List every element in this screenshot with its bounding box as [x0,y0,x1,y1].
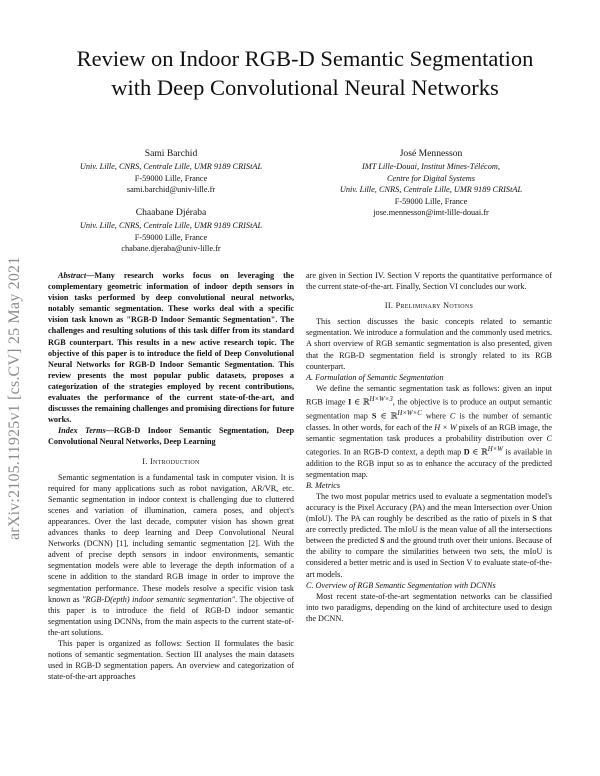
author-email: chabane.djeraba@univ-lille.fr [121,244,221,254]
symbol: C [546,433,552,443]
title-line-1: Review on Indoor RGB-D Semantic Segmentation [76,46,534,71]
section-number: I. [142,456,148,466]
text: where [421,411,450,421]
subsection-heading-a: A. Formulation of Semantic Segmentation [306,372,444,382]
superscript: H×W×C [397,409,422,417]
author-block-3 [66,207,276,255]
abstract [48,270,294,425]
author-affiliation: Centre for Digital Systems [387,173,475,183]
section-title: Introduction [150,456,200,466]
text: categories. In an RGB-D context, a depth map [306,447,464,457]
text: , the objective is to produce an output semantic segmentation map [306,397,552,421]
section-number: II. [384,301,394,311]
section-heading-2 [306,300,552,311]
index-terms-text: —RGB-D Indoor Semantic Segmentation, Deep Convolutional Neural Networks, Deep Learning [48,426,295,447]
author-email: jose.mennesson@imt-lille-douai.fr [373,208,489,218]
index-terms [48,425,294,447]
abstract-label: Abstract [58,271,87,280]
superscript: H×W [487,445,503,453]
author-name: Sami Barchid [144,148,198,159]
subsection-heading-c: C. Overview of RGB Semantic Segmentation with DCNNs [306,580,496,590]
symbol: H × W [434,422,457,432]
author-email: sami.barchid@univ-lille.fr [126,185,216,195]
author-affiliation: Univ. Lille, CNRS, Centrale Lille, UMR 9189 CRIStAL [339,185,523,195]
arxiv-identifier: arXiv:2105.11925v1 [cs.CV] 25 May 2021 [6,256,23,540]
title-line-2: with Deep Convolutional Neural Networks [111,75,499,100]
text: Semantic segmentation is a fundamental task in computer vision. It is required for many applications such as robot navigation, AR/VR, etc. Semantic segmentation in indoor context is challenging due to cluttered scenes and variation of illumination, camera poses, and object's appearances. Over the last decade, computer vision has shown great advances thanks to deep learning and Deep Convolutional Neural Networks (DCNN) [1], including semantic segmentation [2]. With the advent of precise depth sensors in indoor environments, semantic segmentation models were able to leverage the depth information of a scene in addition to the standard RGB image in order to improve the segmentation performance. These models resolve a specific vision task known as [48,472,294,604]
symbol: I [348,397,352,407]
text: and the ground truth over their unions. Because of the ability to compare the similarities between two sets, the mIoU is considered a better metric and is used in Section V to evaluate state-of-the-art models. [306,536,553,579]
intro-paragraph-1 [48,472,294,638]
section-title: Preliminary Notions [395,301,474,311]
author-block-2 [316,148,546,218]
symbol: ∈ ℝ [376,411,398,421]
symbol: ∈ ℝ [469,447,488,457]
formulation-paragraph [306,383,552,480]
author-affiliation: Univ. Lille, CNRS, Centrale Lille, UMR 9189 CRIStAL [79,221,263,231]
author-city: F-59000 Lille, France [394,196,468,206]
right-column [306,270,552,624]
left-column [48,270,294,682]
text: The two most popular metrics used to evaluate a segmentation model's accuracy is the Pixel Accuracy (PA) and the mean Intersection over Union (mIoU). The PA can roughly be described as the ratio of pixels in [306,491,552,524]
index-terms-label: Index Terms [58,426,106,436]
author-block-1 [66,148,276,196]
text: is available in addition to the RGB input so as to enhance the accuracy of the predicted segmentation map. [306,447,552,479]
symbol: ∈ ℝ [351,397,370,407]
author-name: Chaabane Djéraba [135,207,207,218]
text: pixels of an RGB image, the semantic segmentation task produces a probability distribution over [306,422,552,443]
text: . The objective of this paper is to introduce the field of RGB-D indoor semantic segmentation using DCNNs, from the main aspects to the current state-of-the-art solutions. [48,594,294,637]
text-italic: "RGB-D(epth) indoor semantic segmentation" [82,594,236,604]
abstract-text: —Many research works focus on leveraging the complementary geometric information of indoor depth sensors in vision tasks performed by deep convolutional neural networks, notably semantic segmentation. These works deal with a specific vision task known as "RGB-D Indoor Semantic Segmentation". The challenges and resulting solutions of this task differ from its standard RGB counterpart. This results in a new active research topic. The objective of this paper is to introduce the field of Deep Convolutional Neural Networks for RGB-D Indoor Semantic Segmentation. This review presents the most popular public datasets, proposes a categorization of the strategies employed by recent contributions, evaluates the performance of the current state-of-the-art, and discusses the remaining challenges and promising directions for future works. [48,271,294,425]
symbol: D [463,447,470,457]
symbol: S [371,411,377,421]
symbol: S [380,536,385,546]
superscript: H×W×3 [369,395,393,403]
subsection-heading-b: B. Metrics [306,480,341,490]
symbol: C [449,411,456,421]
intro-paragraph-2: This paper is organized as follows: Section II formulates the basic notions of semantic segmentation. Section III analyses the main datasets used in RGB-D segmentation papers. An overview and categorization of state-of-the-art approaches [48,639,294,682]
metrics-paragraph [306,491,552,580]
text: We define the semantic segmentation task as follows: given an input RGB image [306,383,552,407]
author-name: José Mennesson [399,148,463,159]
author-affiliation: Univ. Lille, CNRS, Centrale Lille, UMR 9189 CRIStAL [79,162,263,172]
prelim-paragraph: This section discusses the basic concepts related to semantic segmentation. We introduce a formulation and the commonly used metrics. A short overview of RGB semantic segmentation is also presented, given that the RGB-D segmentation field is strongly related to its RGB counterpart. [306,317,552,371]
overview-paragraph: Most recent state-of-the-art segmentation networks can be classified into two paradigms, depending on the kind of architecture used to design the DCNN. [306,591,552,623]
author-city: F-59000 Lille, France [134,173,208,183]
author-affiliation: IMT Lille-Douai, Institut Mines-Télécom, [362,162,500,172]
paper-title [40,44,570,102]
text: that are correctly predicted. The mIoU is the mean value of all the intersections between the predicted [306,514,552,546]
author-city: F-59000 Lille, France [134,232,208,242]
section-heading-1 [48,456,294,467]
text: is the number of semantic classes. In other words, for each of the [306,411,552,432]
intro-continuation: are given in Section IV. Section V reports the quantitative performance of the current state-of-the-art. Finally, Section VI concludes our work. [306,271,552,292]
symbol: S [532,514,537,524]
